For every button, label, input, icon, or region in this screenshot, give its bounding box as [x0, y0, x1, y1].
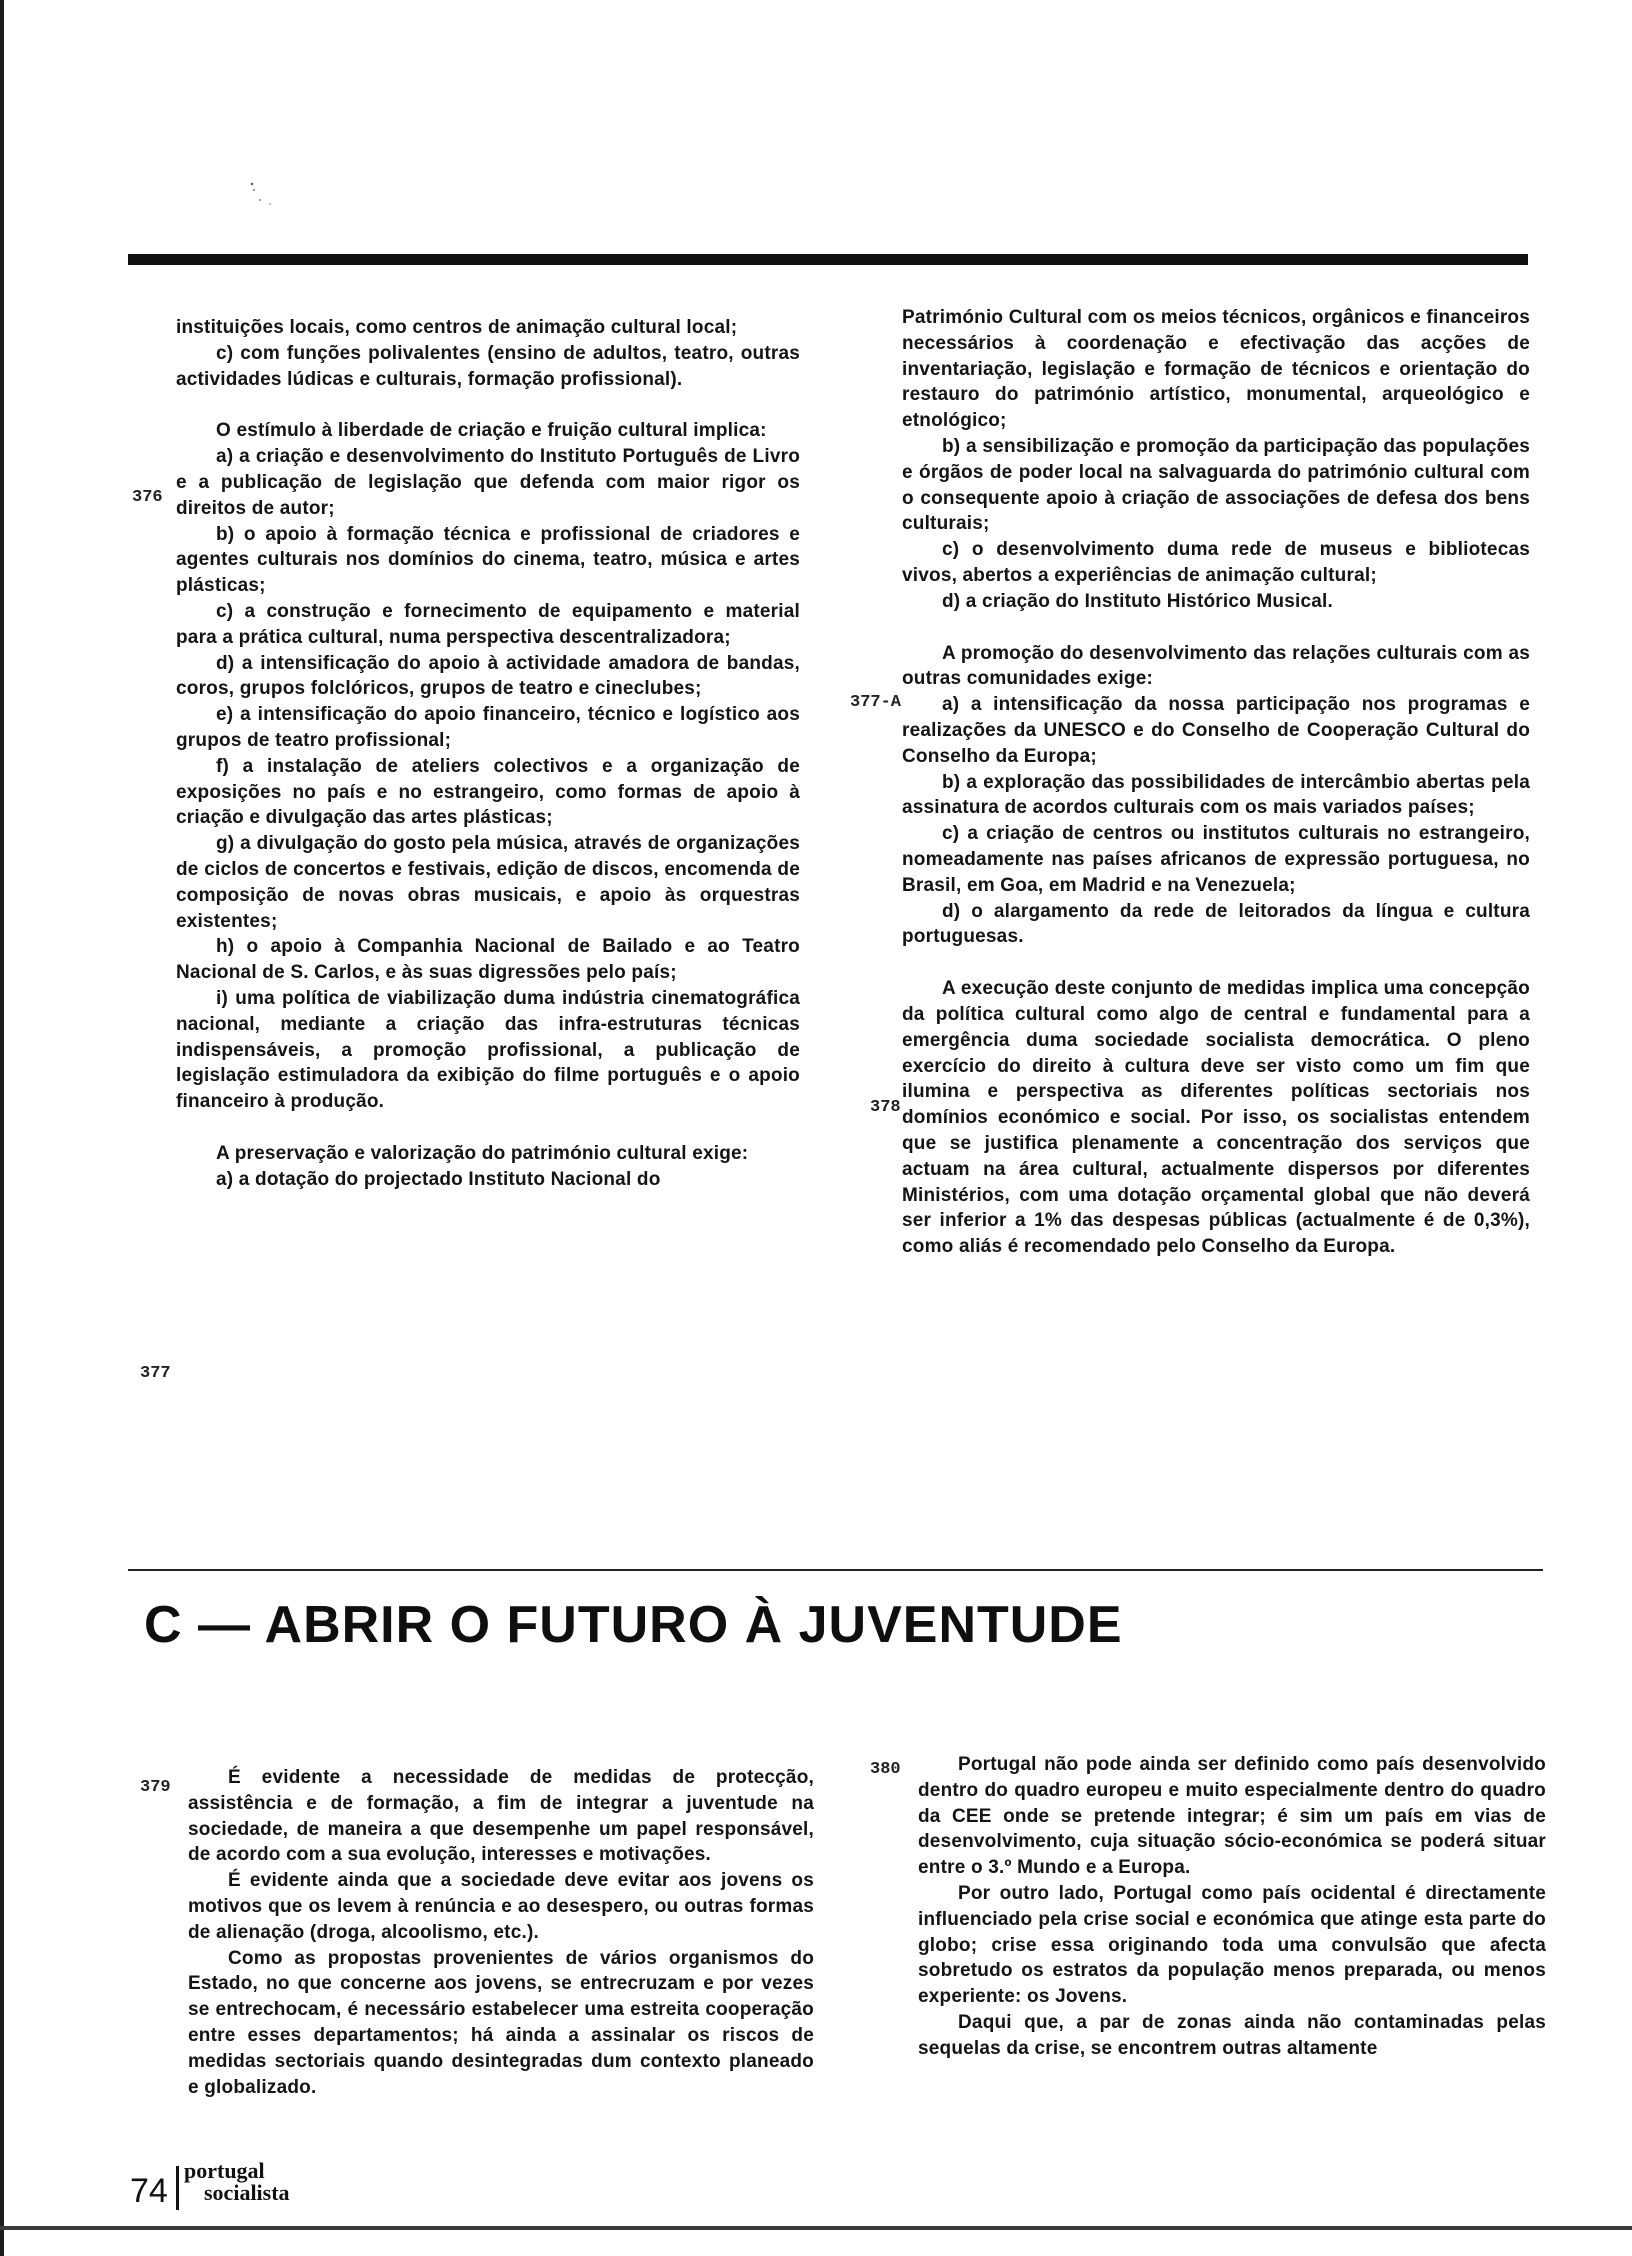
paragraph-number-380: 380	[870, 1760, 901, 1779]
page-edge-left	[0, 0, 4, 2256]
paragraph: a) a intensificação da nossa participação nos programas e realizações da UNESCO e do Conselho de Cooperação Cultural do Conselho da Europa;	[902, 694, 1530, 767]
paragraph: A execução deste conjunto de medidas implica uma concepção da política cultural como algo de central e fundamental para a emergência duma sociedade socialista democrática. O pleno exercício do direito à cultura deve ser visto como um fim que ilumina e perspectiva as diferentes políticas sectoriais nos domínios económico e social. Por isso, os socialistas entendem que se justifica plenamente a concentração dos serviços que actuam na área cultural, actualmente dispersos por diferentes Ministérios, com uma dotação orçamental global que não deverá ser inferior a 1% das despesas públicas (actualmente é de 0,3%), como aliás é recomendado pelo Conselho da Europa.	[902, 978, 1530, 1258]
column-3	[188, 1765, 814, 2100]
paragraph: É evidente a necessidade de medidas de protecção, assistência e de formação, a fim de integrar a juventude na sociedade, de maneira a que desempenhe um papel responsável, de acordo com a sua evolução, interesses e motivações.	[188, 1767, 814, 1866]
paragraph-number-379: 379	[140, 1778, 171, 1797]
section-divider	[128, 1569, 1543, 1571]
paragraph: d) a intensificação do apoio à actividade amadora de bandas, coros, grupos folclóricos, grupos de teatro e cineclubes;	[176, 652, 800, 700]
paragraph-number-378: 378	[870, 1098, 901, 1117]
footer-divider	[176, 2166, 179, 2210]
logo-line-1: portugal	[184, 2158, 265, 2183]
paragraph: c) a construção e fornecimento de equipamento e material para a prática cultural, numa perspectiva descentralizadora;	[176, 600, 800, 648]
paragraph: f) a instalação de ateliers colectivos e a organização de exposições no país e no estrangeiro, como formas de apoio à criação e divulgação das artes plásticas;	[176, 755, 800, 829]
column-1	[176, 315, 800, 1193]
paragraph: i) uma política de viabilização duma indústria cinematográfica nacional, mediante a criação das infra-estruturas técnicas indispensáveis, a promoção profissional, a publicação de legislação estimuladora da exibição do filme português e o apoio financeiro à produção.	[176, 987, 800, 1113]
paragraph: b) o apoio à formação técnica e profissional de criadores e agentes culturais nos domínios do cinema, teatro, música e artes plásticas;	[176, 523, 800, 597]
paragraph: Portugal não pode ainda ser definido como país desenvolvido dentro do quadro europeu e muito especialmente dentro do quadro da CEE onde se pretende integrar; é sim um país em vias de desenvolvimento, cuja situação sócio-económica se poderá situar entre o 3.º Mundo e a Europa.	[918, 1754, 1546, 1879]
column-2	[902, 305, 1530, 1260]
paragraph-number-377: 377	[140, 1364, 171, 1383]
paragraph: a) a dotação do projectado Instituto Nacional do	[216, 1168, 661, 1190]
paragraph: A preservação e valorização do património cultural exige:	[216, 1142, 749, 1164]
paragraph: Património Cultural com os meios técnicos, orgânicos e financeiros necessários à coordenação e efectivação das acções de inventariação, legislação e formação de técnicos e orientação do restauro do património artístico, monumental, arqueológico e etnológico;	[902, 307, 1530, 432]
paragraph: Como as propostas provenientes de vários organismos do Estado, no que concerne aos jovens, se entrecruzam e por vezes se entrechocam, é necessário estabelecer uma estreita cooperação entre esses departamentos; há ainda a assinalar os riscos de medidas sectoriais quando desintegradas dum contexto planeado e globalizado.	[188, 1947, 814, 2098]
paragraph: c) o desenvolvimento duma rede de museus e bibliotecas vivos, abertos a experiências de animação cultural;	[902, 539, 1530, 586]
paragraph: a) a criação e desenvolvimento do Instituto Português de Livro e a publicação de legislação que defenda com maior rigor os direitos de autor;	[176, 446, 800, 519]
paragraph-number-377-a: 377-A	[850, 693, 902, 712]
top-rule	[128, 254, 1528, 265]
paragraph: Daqui que, a par de zonas ainda não contaminadas pelas sequelas da crise, se encontrem outras altamente	[918, 2011, 1546, 2059]
paragraph: b) a exploração das possibilidades de intercâmbio abertas pela assinatura de acordos culturais com os mais variados países;	[902, 771, 1530, 819]
paragraph: A promoção do desenvolvimento das relações culturais com as outras comunidades exige:	[902, 642, 1530, 690]
column-4	[918, 1752, 1546, 2062]
paragraph: b) a sensibilização e promoção da participação das populações e órgãos de poder local na salvaguarda do património cultural com o consequente apoio à criação de associações de defesa dos bens culturais;	[902, 435, 1530, 535]
paragraph: e) a intensificação do apoio financeiro, técnico e logístico aos grupos de teatro profissional;	[176, 704, 800, 751]
paragraph: instituições locais, como centros de animação cultural local;	[176, 317, 738, 338]
paragraph-number-376: 376	[132, 488, 163, 507]
paragraph: d) o alargamento da rede de leitorados da língua e cultura portuguesas.	[902, 900, 1530, 948]
paragraph: g) a divulgação do gosto pela música, através de organizações de ciclos de concertos e festivais, edição de discos, encomenda de composição de novas obras musicais, e apoio às orquestras existentes;	[176, 833, 800, 932]
paragraph: d) a criação do Instituto Histórico Musical.	[942, 590, 1333, 612]
paragraph: h) o apoio à Companhia Nacional de Bailado e ao Teatro Nacional de S. Carlos, e às suas digressões pelo país;	[176, 936, 800, 984]
page-edge-bottom	[0, 2226, 1632, 2230]
publication-logo	[184, 2160, 334, 2204]
paragraph: c) com funções polivalentes (ensino de adultos, teatro, outras actividades lúdicas e culturais, formação profissional).	[176, 342, 800, 390]
paragraph: É evidente ainda que a sociedade deve evitar aos jovens os motivos que os levem à renúncia e ao desespero, ou outras formas de alienação (droga, alcoolismo, etc.).	[188, 1870, 814, 1943]
paragraph: O estímulo à liberdade de criação e fruição cultural implica:	[216, 420, 767, 442]
section-title: C — ABRIR O FUTURO À JUVENTUDE	[144, 1596, 1123, 1654]
paragraph: c) a criação de centros ou institutos culturais no estrangeiro, nomeadamente nas países africanos de expressão portuguesa, no Brasil, em Goa, em Madrid e na Venezuela;	[902, 823, 1530, 896]
paragraph: Por outro lado, Portugal como país ocidental é directamente influenciado pela crise social e económica que atinge esta parte do globo; crise essa originando toda uma convulsão que afecta sobretudo os estratos da população menos preparada, ou menos experiente: os Jovens.	[918, 1882, 1546, 2008]
scan-specks	[248, 180, 308, 220]
page-number: 74	[130, 2172, 168, 2210]
logo-line-2: socialista	[204, 2180, 290, 2205]
